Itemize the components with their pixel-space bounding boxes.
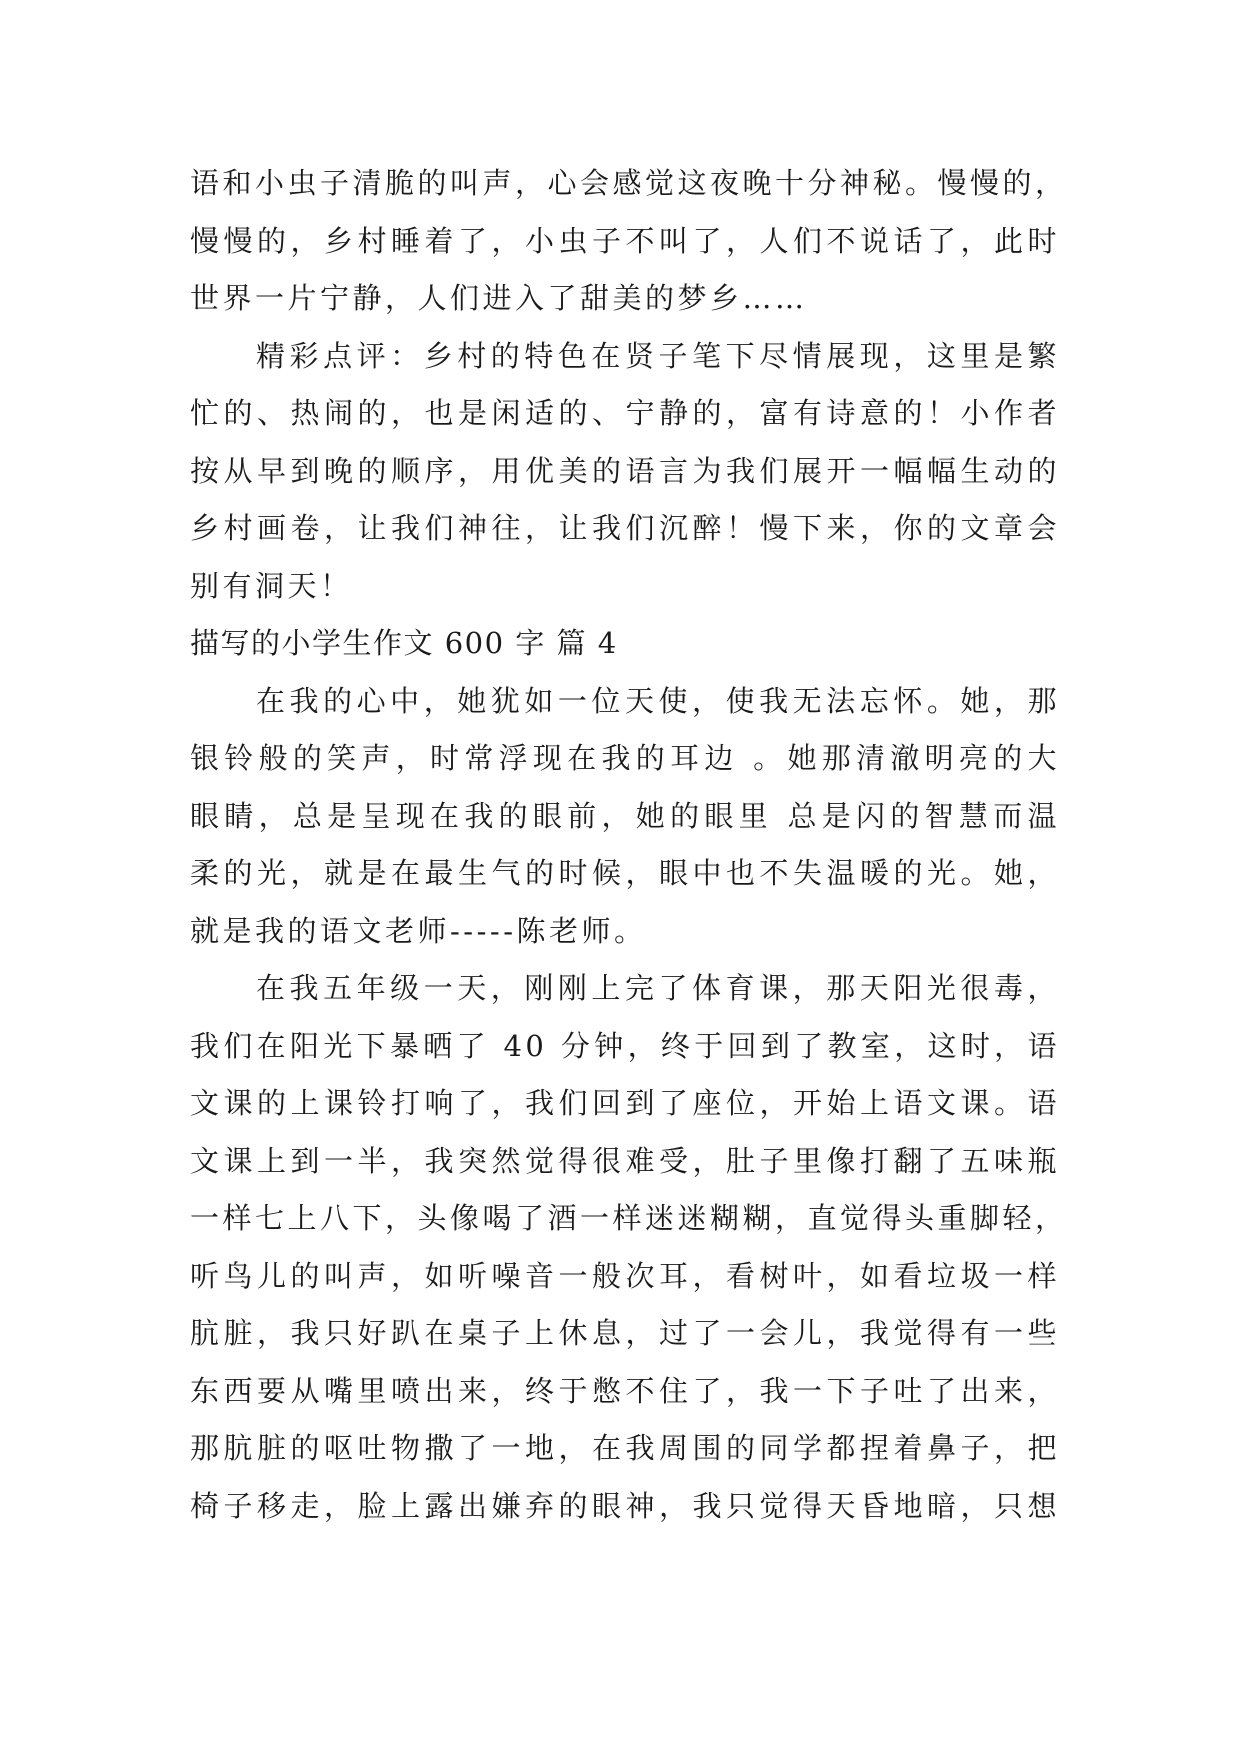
section-heading: 描写的小学生作文 600 字 篇 4 [190, 626, 618, 660]
text-line: 眼睛，总是呈现在我的眼前，她的眼里 总是闪的智慧而温 [190, 798, 1060, 833]
text-line: 别有洞天！ [190, 568, 353, 603]
text-line: 柔的光，就是在最生气的时候，眼中也不失温暖的光。她， [190, 856, 1060, 890]
document-page [190, 155, 1068, 1535]
text-line: 一样七上八下，头像喝了酒一样迷迷糊糊，直觉得头重脚轻， [190, 1201, 1068, 1235]
text-line: 东西要从嘴里喷出来，终于憋不住了，我一下子吐了出来， [190, 1373, 1060, 1408]
text-line: 银铃般的笑声，时常浮现在我的耳边 。她那清澈明亮的大 [190, 741, 1060, 775]
text-line: 在我五年级一天，刚刚上完了体育课，那天阳光很毒， [256, 971, 1060, 1005]
text-line: 语和小虫子清脆的叫声，心会感觉这夜晚十分神秘。慢慢的， [190, 166, 1068, 200]
paragraph [190, 155, 1068, 328]
text-line: 就是我的语文老师-----陈老师。 [190, 913, 647, 948]
text-line: 忙的、热闹的，也是闲适的、宁静的，富有诗意的！小作者 [190, 396, 1060, 430]
text-line: 慢慢的，乡村睡着了，小虫子不叫了，人们不说话了，此时 [190, 223, 1060, 258]
text-line: 椅子移走，脸上露出嫌弃的眼神，我只觉得天昏地暗，只想 [190, 1488, 1060, 1523]
text-line: 在我的心中，她犹如一位天使，使我无法忘怀。她，那 [256, 683, 1060, 718]
text-line: 按从早到晚的顺序，用优美的语言为我们展开一幅幅生动的 [190, 453, 1060, 488]
text-line: 精彩点评：乡村的特色在贤子笔下尽情展现，这里是繁 [256, 338, 1060, 373]
text-line: 世界一片宁静，人们进入了甜美的梦乡…… [190, 281, 808, 315]
text-line: 文课的上课铃打响了，我们回到了座位，开始上语文课。语 [190, 1086, 1060, 1120]
text-line: 那肮脏的呕吐物撒了一地，在我周围的同学都捏着鼻子，把 [190, 1431, 1060, 1465]
text-line: 乡村画卷，让我们神往，让我们沉醉！慢下来，你的文章会 [190, 511, 1060, 545]
paragraph [190, 328, 1060, 616]
paragraph [190, 960, 1068, 1535]
text-line: 听鸟儿的叫声，如听噪音一般次耳，看树叶，如看垃圾一样 [190, 1258, 1060, 1293]
text-line: 我们在阳光下暴晒了 40 分钟，终于回到了教室，这时，语 [190, 1028, 1060, 1063]
text-line: 肮脏，我只好趴在桌子上休息，过了一会儿，我觉得有一些 [190, 1316, 1060, 1350]
text-line: 文课上到一半，我突然觉得很难受，肚子里像打翻了五味瓶 [190, 1143, 1060, 1178]
paragraph [190, 673, 1060, 961]
